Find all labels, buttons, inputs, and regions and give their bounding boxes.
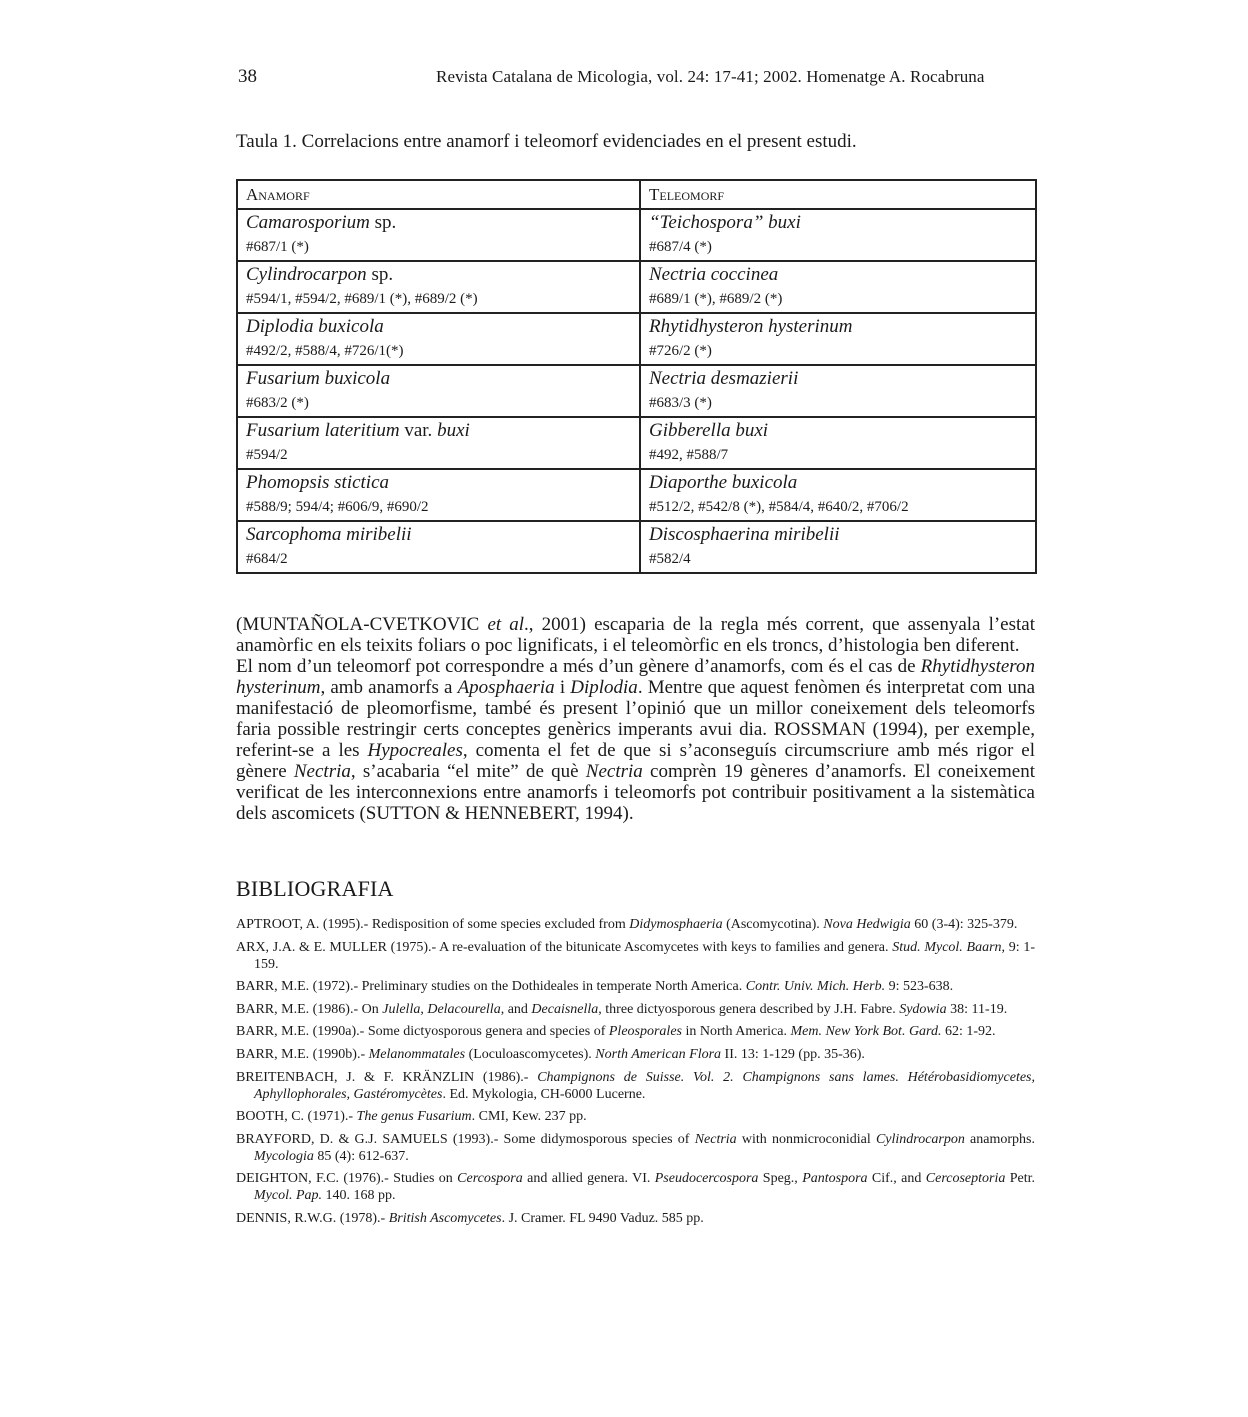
body-text [236, 614, 1035, 824]
teleomorf-codes: #726/2 (*) [649, 343, 712, 359]
reference-entry: BARR, M.E. (1986).- On Julella, Delacourella, and Decaisnella, three dictyosporous genera described by J.H. Fabre. Sydowia 38: 11-19. [236, 1001, 1008, 1017]
anamorf-codes: #687/1 (*) [246, 239, 309, 255]
teleomorf-cell [640, 209, 1036, 261]
table-row [237, 521, 1036, 573]
anamorf-rank: var. [399, 420, 438, 441]
teleomorf-name: Rhytidhysteron hysterinum [649, 316, 853, 337]
anamorf-codes: #683/2 (*) [246, 395, 309, 411]
anamorf-name: Fusarium lateritium [246, 420, 400, 441]
teleomorf-codes: #582/4 [649, 551, 691, 567]
column-header-anamorf: Anamorf [237, 180, 640, 209]
anamorf-codes: #594/2 [246, 447, 288, 463]
reference-entry: ARX, J.A. & E. MULLER (1975).- A re-evaluation of the bitunicate Ascomycetes with keys to families and genera. Stud. Mycol. Baarn, 9: 1-159. [236, 939, 1035, 972]
anamorf-name: Cylindrocarpon [246, 264, 367, 285]
teleomorf-cell [640, 521, 1036, 573]
page-number: 38 [238, 66, 257, 87]
correlation-table [236, 179, 1037, 574]
table-caption: Taula 1. Correlacions entre anamorf i teleomorf evidenciades en el present estudi. [236, 131, 857, 152]
anamorf-codes: #684/2 [246, 551, 288, 567]
anamorf-codes: #594/1, #594/2, #689/1 (*), #689/2 (*) [246, 291, 478, 307]
reference-entry: BARR, M.E. (1990a).- Some dictyosporous genera and species of Pleosporales in North America. Mem. New York Bot. Gard. 62: 1-92. [236, 1024, 996, 1040]
anamorf-suffix: sp. [366, 264, 394, 285]
anamorf-cell [237, 417, 640, 469]
teleomorf-codes: #689/1 (*), #689/2 (*) [649, 291, 783, 307]
teleomorf-codes: #512/2, #542/8 (*), #584/4, #640/2, #706/2 [649, 499, 909, 515]
teleomorf-cell [640, 365, 1036, 417]
reference-entry: APTROOT, A. (1995).- Redisposition of some species excluded from Didymosphaeria (Ascomycotina). Nova Hedwigia 60 (3-4): 325-379. [236, 917, 1018, 932]
teleomorf-name: Nectria coccinea [649, 264, 779, 285]
table-row [237, 209, 1036, 261]
teleomorf-cell [640, 261, 1036, 313]
teleomorf-name: Nectria desmazierii [649, 368, 799, 389]
reference-entry: BREITENBACH, J. & F. KRÄNZLIN (1986).- Champignons de Suisse. Vol. 2. Champignons sans lames. Hétérobasidiomycetes, Aphyllophorales, Gastéromycètes. Ed. Mykologia, CH-6000 Lucerne. [236, 1069, 1035, 1102]
table-row [237, 469, 1036, 521]
anamorf-name: Sarcophoma miribelii [246, 524, 412, 545]
reference-entry: BARR, M.E. (1972).- Preliminary studies on the Dothideales in temperate North America. Contr. Univ. Mich. Herb. 9: 523-638. [236, 979, 954, 995]
anamorf-codes: #588/9; 594/4; #606/9, #690/2 [246, 499, 429, 515]
reference-entry: BOOTH, C. (1971).- The genus Fusarium. CMI, Kew. 237 pp. [236, 1109, 587, 1125]
teleomorf-name: Diaporthe buxicola [649, 472, 798, 493]
anamorf-variety: buxi [437, 420, 470, 441]
anamorf-name: Fusarium buxicola [246, 368, 391, 389]
paragraph: (MUNTAÑOLA-CVETKOVIC et al., 2001) escaparia de la regla més corrent, que assenyala l’estat anamòrfic en els teixits foliars o poc lignificats, i el teleomòrfic en els troncs, d’histologia ben diferent. [236, 614, 1035, 656]
teleomorf-name: Gibberella buxi [649, 420, 769, 441]
anamorf-name: Camarosporium [246, 212, 370, 233]
teleomorf-name: “Teichospora” buxi [649, 212, 801, 233]
table-row [237, 313, 1036, 365]
table-header-row [237, 180, 1036, 209]
running-head: Revista Catalana de Micologia, vol. 24: 17-41; 2002. Homenatge A. Rocabruna [436, 67, 985, 86]
teleomorf-cell [640, 313, 1036, 365]
anamorf-codes: #492/2, #588/4, #726/1(*) [246, 343, 404, 359]
reference-entry: DENNIS, R.W.G. (1978).- British Ascomycetes. J. Cramer. FL 9490 Vaduz. 585 pp. [236, 1210, 704, 1226]
anamorf-cell [237, 313, 640, 365]
bibliography-list [236, 916, 1035, 1233]
teleomorf-codes: #687/4 (*) [649, 239, 712, 255]
table-row [237, 261, 1036, 313]
anamorf-cell [237, 469, 640, 521]
anamorf-suffix: sp. [369, 212, 397, 233]
teleomorf-cell [640, 469, 1036, 521]
teleomorf-name: Discosphaerina miribelii [649, 524, 840, 545]
teleomorf-codes: #492, #588/7 [649, 447, 729, 463]
table-row [237, 365, 1036, 417]
bibliography-heading: BIBLIOGRAFIA [236, 876, 394, 901]
table-row [237, 417, 1036, 469]
anamorf-cell [237, 365, 640, 417]
paragraph: El nom d’un teleomorf pot correspondre a més d’un gènere d’anamorfs, com és el cas de Rhytidhysteron hysterinum, amb anamorfs a Aposphaeria i Diplodia. Mentre que aquest fenòmen és interpretat com una manifestació de pleomorfisme, també és present l’opinió que un millor coneixement dels teleomorfs faria possible restringir certs conceptes genèrics imperants avui dia. ROSSMAN (1994), per exemple, referint-se a les Hypocreales, comenta el fet de que si s’aconseguís circumscriure amb més rigor el gènere Nectria, s’acabaria “el mite” de què Nectria comprèn 19 gèneres d’anamorfs. El coneixement verificat de les interconnexions entre anamorfs i teleomorfs pot contribuir positivament a la sistemàtica dels ascomicets (SUTTON & HENNEBERT, 1994). [236, 656, 1036, 824]
anamorf-cell [237, 261, 640, 313]
teleomorf-cell [640, 417, 1036, 469]
reference-entry: DEIGHTON, F.C. (1976).- Studies on Cercospora and allied genera. VI. Pseudocercospora Speg., Pantospora Cif., and Cercoseptoria Petr. Mycol. Pap. 140. 168 pp. [236, 1171, 1036, 1204]
column-header-teleomorf: Teleomorf [640, 180, 1036, 209]
anamorf-cell [237, 209, 640, 261]
anamorf-name: Phomopsis stictica [246, 472, 390, 493]
anamorf-cell [237, 521, 640, 573]
reference-entry: BARR, M.E. (1990b).- Melanommatales (Loculoascomycetes). North American Flora II. 13: 1-129 (pp. 35-36). [236, 1046, 865, 1062]
teleomorf-codes: #683/3 (*) [649, 395, 712, 411]
anamorf-name: Diplodia buxicola [246, 316, 384, 337]
reference-entry: BRAYFORD, D. & G.J. SAMUELS (1993).- Some didymosporous species of Nectria with nonmicroconidial Cylindrocarpon anamorphs. Mycologia 85 (4): 612-637. [236, 1131, 1035, 1164]
